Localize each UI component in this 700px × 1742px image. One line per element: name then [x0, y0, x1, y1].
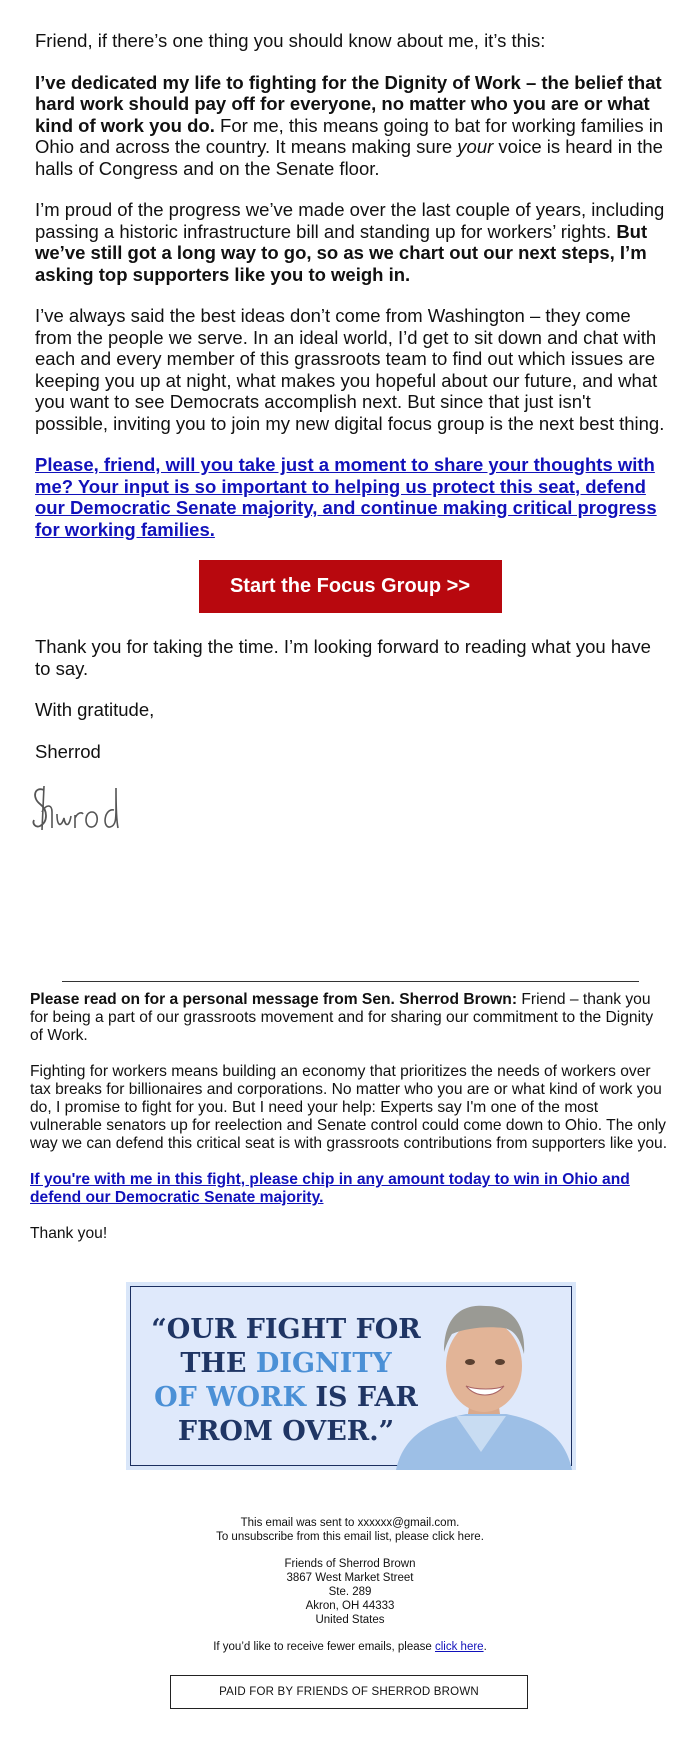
handwritten-signature	[30, 782, 130, 838]
banner-quote: “OUR FIGHT FOR THE DIGNITY OF WORK IS FAR FROM OVER.”	[151, 1314, 421, 1447]
greeting: Friend, if there’s one thing you should know about me, it’s this:	[35, 30, 546, 51]
ps-donate-paragraph	[30, 1171, 670, 1207]
paragraph-progress: I’m proud of the progress we’ve made over the last couple of years, including passing a historic infrastructure bill and standing up for workers’ rights. But we’ve still got a long way to go, so as we chart out our next steps, I’m asking top supporters like you to weigh in.	[35, 199, 665, 285]
fewer-emails: If you’d like to receive fewer emails, please click here.	[213, 1641, 487, 1653]
unsubscribe-link[interactable]: To unsubscribe from this email list, please click here.	[216, 1531, 484, 1543]
donate-link[interactable]: If you're with me in this fight, please chip in any amount today to win in Ohio and defend our Democratic Senate majority.	[30, 1171, 630, 1206]
email-footer	[0, 1516, 700, 1667]
ps-fighting-paragraph: Fighting for workers means building an economy that prioritizes the needs of workers over tax breaks for billionaires and corporations. No matter who you are or what kind of work you do, I promise to fight for you. But I need your help: Experts say I'm one of the most vulnerable senators up for reelection and Senate control could come down to Ohio. The only way we can defend this critical seat is with grassroots contributions from supporters like you.	[30, 1063, 668, 1152]
focus-group-cta-paragraph	[35, 454, 665, 540]
bold-statement: I’ve dedicated my life to fighting for the Dignity of Work – the belief that hard work should pay off for everyone, no matter who you are or what kind of work you do.	[35, 71, 662, 136]
mailing-address: Friends of Sherrod Brown 3867 West Market Street Ste. 289 Akron, OH 44333 United States	[284, 1558, 416, 1626]
senator-portrait	[386, 1282, 576, 1470]
paid-for-disclaimer: PAID FOR BY FRIENDS OF SHERROD BROWN	[170, 1675, 528, 1709]
paragraph-dignity-of-work: I’ve dedicated my life to fighting for the Dignity of Work – the belief that hard work should pay off for everyone, no matter who you are or what kind of work you do. For me, this means going to bat for working families in Ohio and across the country. It means making sure your voice is heard in the halls of Congress and on the Senate floor.	[35, 71, 664, 179]
fewer-emails-link[interactable]: click here	[435, 1641, 484, 1653]
sender-name: Sherrod	[35, 740, 101, 762]
ps-section	[30, 991, 670, 1261]
ps-thank-you: Thank you!	[30, 1225, 108, 1242]
focus-group-link[interactable]: Please, friend, will you take just a moment to share your thoughts with me? Your input is so important to helping us protect this seat, defend our Democratic Senate majority, and continue making critical progress for working families.	[35, 454, 657, 540]
quote-banner[interactable]	[126, 1282, 576, 1470]
section-divider	[62, 981, 639, 982]
paragraph-best-ideas: I’ve always said the best ideas don’t come from Washington – they come from the people we serve. In an ideal world, I’d get to sit down and chat with each and every member of this grassroots team to find out which issues are keeping you up at night, what makes you hopeful about our future, and what you want to see Democrats accomplish next. But since that just isn't possible, inviting you to join my new digital focus group is the next best thing.	[35, 305, 665, 434]
button-container	[35, 560, 665, 613]
email-body	[35, 30, 665, 782]
sent-to-text: This email was sent to xxxxxx@gmail.com.	[240, 1517, 460, 1529]
ps-intro: Please read on for a personal message from Sen. Sherrod Brown: Friend – thank you for being a part of our grassroots movement and for sharing our commitment to the Dignity of Work.	[30, 991, 654, 1044]
start-focus-group-button[interactable]: Start the Focus Group >>	[199, 560, 502, 613]
thanks-paragraph: Thank you for taking the time. I’m looking forward to reading what you have to say.	[35, 636, 651, 679]
closing: With gratitude,	[35, 699, 155, 720]
